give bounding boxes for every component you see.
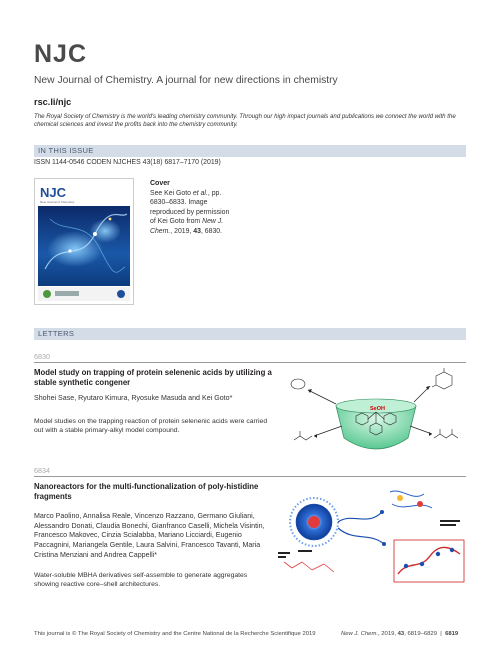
article-graphic-selenenic[interactable]: [286, 368, 466, 471]
in-this-issue-band: [34, 145, 466, 157]
article-graphic-nanoreactor[interactable]: [272, 482, 468, 597]
seoh-label: SeOH: [370, 406, 385, 412]
journal-url[interactable]: rsc.li/njc: [34, 97, 72, 107]
article-divider: [34, 362, 466, 363]
article-authors: Shohei Sase, Ryutaro Kimura, Ryosuke Masuda and Kei Goto*: [34, 394, 233, 402]
footer-page-number: 6819: [445, 631, 459, 637]
article-title[interactable]: Model study on trapping of protein selenenic acids by utilizing a stable synthetic congener: [34, 368, 272, 388]
article-abstract: Water-soluble MBHA derivatives self-assemble to generate aggregates showing reactive core–shell architectures.: [34, 572, 248, 589]
cover-mini-header: New Journal of Chemistry: [40, 200, 75, 204]
cover-label: Cover: [150, 180, 170, 187]
issn-line: ISSN 1144-0546 CODEN NJCHES 43(18) 6817–7170 (2019): [34, 159, 221, 166]
article-abstract: Model studies on the trapping reaction of protein selenenic acids were carried out with a stable primary-alkyl model compound.: [34, 418, 268, 435]
article-divider: [34, 476, 466, 477]
copyright-footer: This journal is © The Royal Society of Chemistry and the Centre National de la Recherche Scientifique 2019: [34, 631, 316, 637]
article-title[interactable]: Nanoreactors for the multi-functionalization of poly-histidine fragments: [34, 482, 259, 502]
cover-image[interactable]: [34, 178, 134, 305]
article-page-number: 6830: [34, 352, 50, 361]
journal-subtitle: New Journal of Chemistry. A journal for new directions in chemistry: [34, 75, 338, 86]
in-this-issue-heading: IN THIS ISSUE: [38, 146, 94, 155]
letters-band: [34, 328, 466, 340]
article-page-number: 6834: [34, 466, 50, 475]
journal-code: NJC: [34, 40, 88, 68]
cover-caption: See Kei Goto et al., pp. 6830–6833. Image reproduced by permission of Kei Goto from New J. Chem., 2019, 43, 6830.: [150, 190, 230, 235]
letters-heading: LETTERS: [38, 329, 75, 338]
citation-footer: New J. Chem., 2019, 43, 6819–6829 | 6819: [341, 631, 459, 637]
cover-illustration: [35, 179, 133, 304]
article-authors: Marco Paolino, Annalisa Reale, Vincenzo Razzano, Germano Giuliani, Alessandro Donati, Claudia Bonechi, Gianfranco Caselli, Michela Visintin, Francesco Makovec, Cinzia Scialabba, Mariano Licciardi, Eugenio Paccagnini, Mariangela Gentile, Laura Salvini, Francesco Tavanti, Maria Cristina Menziani and Andrea Cappelli*: [34, 512, 265, 559]
cover-mini-title: NJC: [40, 185, 67, 200]
society-blurb: The Royal Society of Chemistry is the world's leading chemistry community. Through our high impact journals and publications we connect the world with the chemical sciences and invest the profits back into the chemistry community.: [34, 113, 456, 129]
